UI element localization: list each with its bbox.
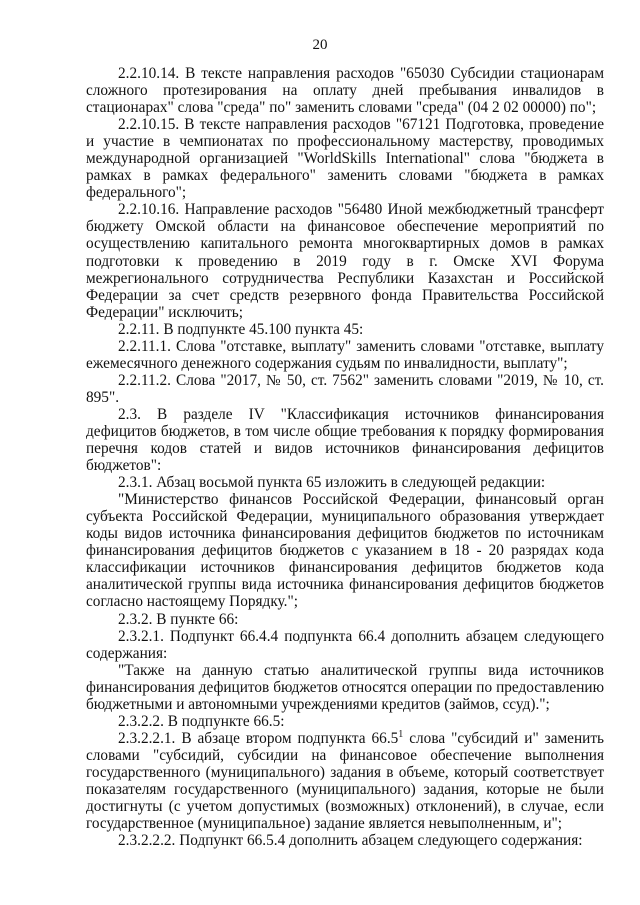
paragraph-2-3-1: 2.3.1. Абзац восьмой пункта 65 изложить в следующей редакции: <box>118 474 546 492</box>
quoted-text-paragraph-65: "Министерство финансов Российской Федерации, финансовый орган субъекта Российской Федерации, муниципального образования утверждает коды видов источника финансирования дефицитов бюджетов по источникам финансирования дефицитов бюджетов с указанием в 18 - 20 разрядах кода классификации источников финансирования дефицитов бюджетов кода аналитической группы вида источника финансирования дефицитов бюджетов согласно настоящему Порядку."; <box>86 491 604 611</box>
superscript-marker: 1 <box>398 728 404 740</box>
paragraph-2-2-10-14: 2.2.10.14. В тексте направления расходов "65030 Субсидии стационарам сложного протезирования на оплату дней пребывания инвалидов в стационарах" слова "среда" по" заменить словами "среда" (04 2 02 00000) по"; <box>86 65 604 117</box>
page-number: 20 <box>312 37 328 53</box>
paragraph-2-3-2-2: 2.3.2.2. В подпункте 66.5: <box>118 712 285 730</box>
paragraph-2-3: 2.3. В разделе IV "Классификация источников финансирования дефицитов бюджетов, в том числе общие требования к порядку формирования перечня кодов статей и видов источников финансирования дефицитов бюджетов": <box>86 405 604 475</box>
document-body <box>86 65 604 849</box>
paragraph-text-start: 2.3.2.2.1. В абзаце втором подпункта 66.5 <box>118 729 399 747</box>
paragraph-2-2-11-1: 2.2.11.1. Слова "отставке, выплату" заменить словами "отставке, выплату ежемесячного денежного содержания судьям по инвалидности, выплату"; <box>86 337 604 372</box>
paragraph-2-3-2: 2.3.2. В пункте 66: <box>118 610 239 628</box>
paragraph-2-2-10-16: 2.2.10.16. Направление расходов "56480 Иной межбюджетный трансферт бюджету Омской области на финансовое обеспечение мероприятий по осуществлению капитального ремонта многоквартирных домов в рамках подготовки к проведению в 2019 году в г. Омске XVI Форума межрегионального сотрудничества Республики Казахстан и Российской Федерации за счет средств резервного фонда Правительства Российской Федерации" исключить; <box>86 201 604 321</box>
paragraph-2-2-11: 2.2.11. В подпункте 45.100 пункта 45: <box>118 320 364 338</box>
quoted-text-paragraph-66-4-4: "Также на данную статью аналитической группы вида источников финансирования дефицитов бюджетов относятся операции по предоставлению бюджетными и автономными учреждениями кредитов (займов, ссуд)."; <box>86 661 604 713</box>
paragraph-2-3-2-2-1 <box>86 730 604 832</box>
paragraph-2-3-2-1: 2.3.2.1. Подпункт 66.4.4 подпункта 66.4 дополнить абзацем следующего содержания: <box>86 627 604 662</box>
paragraph-text-end: слова "субсидий и" заменить словами "субсидий, субсидии на финансовое обеспечение выполнения государственного (муниципального) задания в объеме, который соответствует показателям государственного (муниципального) задания, которые не были достигнуты (с учетом допустимых (возможных) отклонений), в случае, если государственное (муниципальное) задание является невыполненным, и"; <box>86 729 604 833</box>
paragraph-2-2-11-2: 2.2.11.2. Слова "2017, № 50, ст. 7562" заменить словами "2019, № 10, ст. 895". <box>86 371 604 406</box>
paragraph-2-3-2-2-2: 2.3.2.2.2. Подпункт 66.5.4 дополнить абзацем следующего содержания: <box>118 832 583 850</box>
paragraph-2-2-10-15: 2.2.10.15. В тексте направления расходов "67121 Подготовка, проведение и участие в чемпионатах по профессиональному мастерству, проводимых международной организацией "WorldSkills International" слова "бюджета в рамках в рамках федерального" заменить словами "бюджета в рамках федерального"; <box>86 116 604 202</box>
